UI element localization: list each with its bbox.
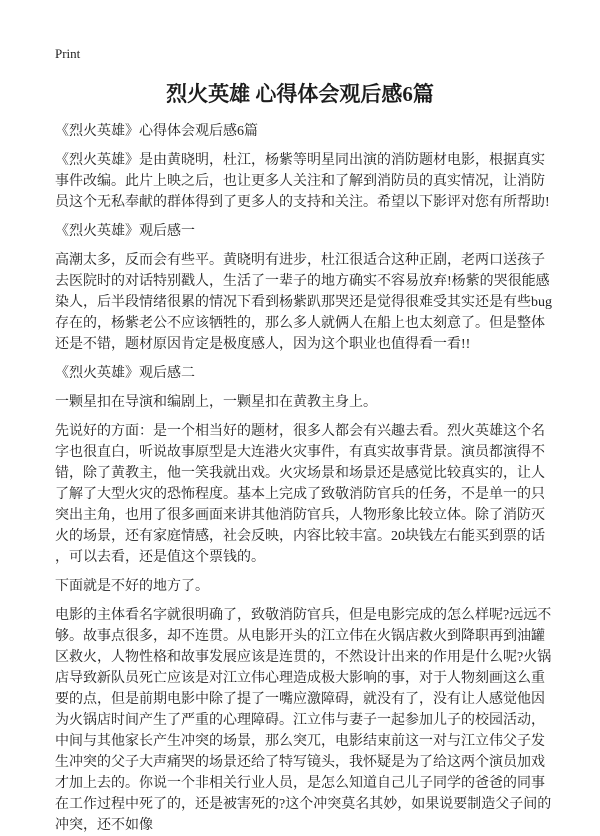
article-body [55, 121, 553, 836]
review-two-transition-line: 下面就是不好的地方了。 [55, 579, 209, 594]
review-two-rating-line: 一颗星扣在导演和编剧上，一颗星扣在黄教主身上。 [55, 395, 377, 410]
article-subtitle: 《烈火英雄》心得体会观后感6篇 [55, 124, 258, 139]
review-two-pros-paragraph: 先说好的方面：是一个相当好的题材，很多人都会有兴趣去看。烈火英雄这个名字也很直白，听说故事原型是大连港火灾事件，有真实故事背景。演员都演得不错，除了黄教主，他一笑我就出戏。火灾场景和场景还是感觉比较真实的，让人了解了大型火灾的恐怖程度。基本上完成了致敬消防官兵的任务，不是单一的只突出主角，也用了很多画面来讲其他消防官兵，人物形象比较立体。除了消防灭火的场景，还有家庭情感，社会反映，内容比较丰富。20块钱左右能买到票的话，可以去看，还是值这个票钱的。 [55, 424, 545, 565]
review-one-body: 高潮太多，反而会有些平。黄晓明有进步，杜江很适合这种正剧，老两口送孩子去医院时的对话特别戳人，生活了一辈子的地方确实不容易放弃!杨紫的哭很能感染人，后半段情绪很累的情况下看到杨紫趴那哭还是觉得很难受其实还是有些bug存在的，杨紫老公不应该牺牲的，那么多人就俩人在船上也太刻意了。但是整体还是不错，题材原因肯定是极度感人，因为这个职业也值得看一看!! [55, 253, 552, 352]
review-one-heading: 《烈火英雄》观后感一 [55, 224, 195, 239]
print-link[interactable]: Print [55, 46, 81, 61]
page-title: 烈火英雄 心得体会观后感6篇 [166, 82, 434, 106]
review-two-cons-paragraph: 电影的主体看名字就很明确了，致敬消防官兵，但是电影完成的怎么样呢?远远不够。故事点很多，却不连贯。从电影开头的江立伟在火锅店救火到降职再到油罐区救火，人物性格和故事发展应该是连贯的，不然设计出来的作用是什么呢?火锅店导致新队员死亡应该是对江立伟心理造成极大影响的事，对于人物刻画这么重要的点，但是前期电影中除了提了一嘴应激障碍，就没有了，没有让人感觉他因为火锅店时间产生了严重的心理障碍。江立伟与妻子一起参加儿子的校园活动，中间与其他家长产生冲突的场景，那么突兀，电影结束前这一对与江立伟父子发生冲突的父子大声痛哭的场景还给了特写镜头，我怀疑是为了给这两个演员加戏才加上去的。你说一个非相关行业人员，是怎么知道自己儿子同学的爸爸的同事在工作过程中死了的，还是被害死的?这个冲突莫名其妙，如果说要制造父子间的冲突，还不如像 [55, 608, 552, 833]
review-two-heading: 《烈火英雄》观后感二 [55, 366, 195, 381]
intro-paragraph: 《烈火英雄》是由黄晓明，杜江，杨紫等明星同出演的消防题材电影，根据真实事件改编。此片上映之后，也让更多人关注和了解到消防员的真实情况，让消防员这个无私奉献的群体得到了更多人的支持和关注。希望以下影评对您有所帮助! [55, 153, 550, 210]
